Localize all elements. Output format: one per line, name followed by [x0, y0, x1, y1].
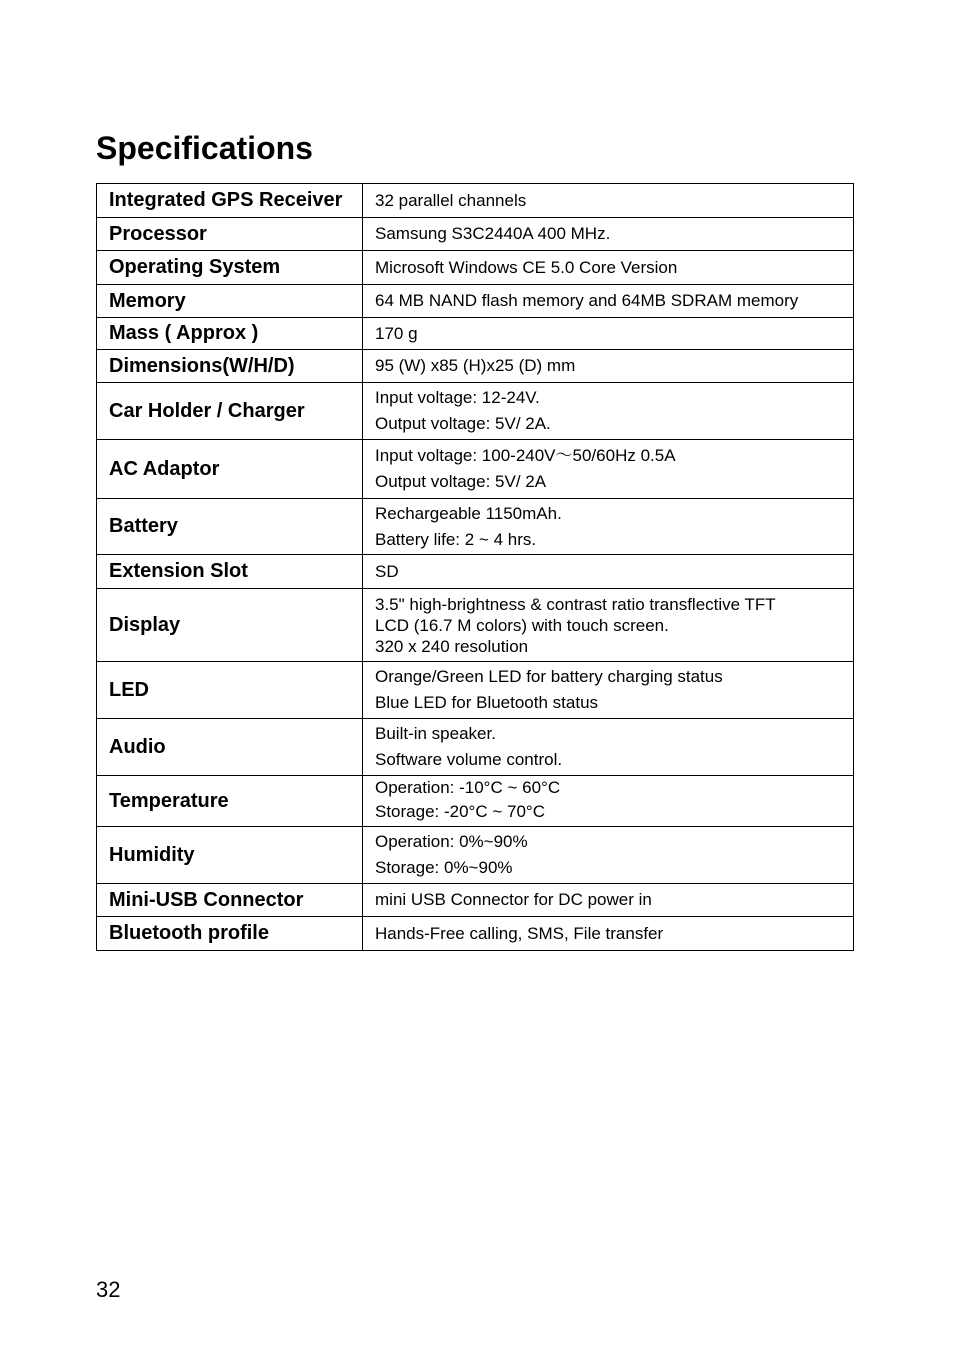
spec-label: Humidity [97, 827, 363, 884]
spec-label: Integrated GPS Receiver [97, 184, 363, 218]
spec-value-line: 170 g [375, 323, 418, 343]
spec-value [363, 555, 854, 589]
spec-label: AC Adaptor [97, 440, 363, 499]
table-row [97, 318, 854, 350]
spec-value-line: Storage: -20°C ~ 70°C [375, 802, 545, 821]
table-row [97, 776, 854, 827]
spec-label: Battery [97, 499, 363, 555]
spec-value-line: mini USB Connector for DC power in [375, 890, 652, 909]
spec-value-line: SD [375, 561, 399, 581]
spec-value-line: Output voltage: 5V/ 2A [375, 472, 547, 491]
spec-value-line: 3.5" high-brightness & contrast ratio transflective TFT [375, 594, 776, 614]
table-row [97, 884, 854, 917]
spec-label: Operating System [97, 251, 363, 285]
spec-value [363, 350, 854, 383]
spec-label: Audio [97, 719, 363, 776]
table-row [97, 719, 854, 776]
spec-value-line: Rechargeable 1150mAh. [375, 503, 562, 523]
table-row [97, 555, 854, 589]
spec-label: Car Holder / Charger [97, 383, 363, 440]
spec-value [363, 285, 854, 318]
table-row [97, 440, 854, 499]
table-row [97, 589, 854, 662]
spec-value-line: 320 x 240 resolution [375, 636, 529, 656]
spec-value-line: Blue LED for Bluetooth status [375, 693, 599, 712]
spec-value-line: Input voltage: 12-24V. [375, 388, 540, 407]
table-row [97, 383, 854, 440]
spec-value-line: Software volume control. [375, 750, 563, 769]
table-row [97, 184, 854, 218]
spec-value-line: Storage: 0%~90% [375, 858, 513, 877]
spec-label: Bluetooth profile [97, 917, 363, 951]
spec-value [363, 776, 854, 827]
spec-value-line: Hands-Free calling, SMS, File transfer [375, 923, 664, 943]
spec-value [363, 318, 854, 350]
spec-value-line: Samsung S3C2440A 400 MHz. [375, 224, 611, 243]
spec-value [363, 589, 854, 662]
spec-value [363, 827, 854, 884]
spec-value-line: 95 (W) x85 (H)x25 (D) mm [375, 356, 576, 375]
spec-label: Dimensions(W/H/D) [97, 350, 363, 383]
spec-value-line: Operation: 0%~90% [375, 832, 528, 851]
spec-value-line: Microsoft Windows CE 5.0 Core Version [375, 257, 678, 277]
spec-value [363, 719, 854, 776]
table-row [97, 251, 854, 285]
spec-value [363, 251, 854, 285]
spec-value-line: LCD (16.7 M colors) with touch screen. [375, 615, 669, 635]
specifications-table [96, 183, 854, 951]
spec-value [363, 884, 854, 917]
spec-label: Processor [97, 218, 363, 251]
spec-value-line: Output voltage: 5V/ 2A. [375, 414, 551, 433]
spec-value-line: Operation: -10°C ~ 60°C [375, 778, 561, 797]
spec-value [363, 662, 854, 719]
page-title: Specifications [96, 130, 313, 166]
table-row [97, 350, 854, 383]
spec-value [363, 499, 854, 555]
spec-label: Extension Slot [97, 555, 363, 589]
spec-value-line: Orange/Green LED for battery charging status [375, 667, 723, 686]
spec-value [363, 184, 854, 218]
table-row [97, 218, 854, 251]
spec-label: Memory [97, 285, 363, 318]
table-row [97, 917, 854, 951]
spec-label: Mini-USB Connector [97, 884, 363, 917]
spec-value-line: Built-in speaker. [375, 724, 496, 743]
table-row [97, 499, 854, 555]
spec-value [363, 218, 854, 251]
spec-label: Display [97, 589, 363, 662]
spec-label: Temperature [97, 776, 363, 827]
table-row [97, 285, 854, 318]
page-number: 32 [96, 1277, 121, 1302]
table-row [97, 827, 854, 884]
spec-value [363, 917, 854, 951]
spec-value-line: 32 parallel channels [375, 190, 527, 210]
spec-value [363, 440, 854, 499]
table-row [97, 662, 854, 719]
spec-label: LED [97, 662, 363, 719]
spec-value-line: 64 MB NAND flash memory and 64MB SDRAM memory [375, 291, 799, 310]
spec-value [363, 383, 854, 440]
spec-value-line: Battery life: 2 ~ 4 hrs. [375, 529, 537, 549]
spec-value-line: Input voltage: 100-240V～50/60Hz 0.5A [375, 446, 676, 465]
spec-label: Mass ( Approx ) [97, 318, 363, 350]
